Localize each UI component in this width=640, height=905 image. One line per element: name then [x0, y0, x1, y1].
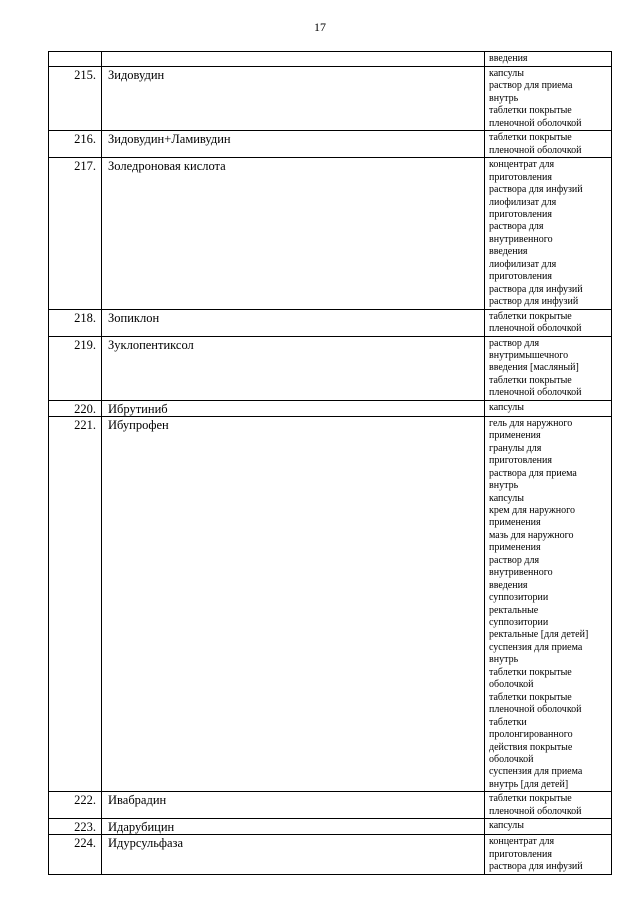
drug-name: Зопиклон — [102, 309, 485, 336]
table-row — [49, 131, 612, 158]
dosage-form-line: мазь для наружного — [489, 529, 574, 541]
dosage-forms — [485, 52, 612, 67]
dosage-form-line: введения — [489, 579, 528, 591]
dosage-form-line: таблетки покрытые — [489, 374, 572, 386]
dosage-form-line: внутрь — [489, 480, 519, 492]
dosage-form-line: раствора для приема — [489, 467, 577, 479]
dosage-form-line: раствора для — [489, 221, 544, 233]
row-number: 222. — [49, 792, 102, 819]
dosage-forms — [485, 336, 612, 400]
dosage-form-line: таблетки покрытые — [489, 793, 572, 805]
dosage-forms — [485, 792, 612, 819]
dosage-form-line: раствора для инфузий — [489, 184, 583, 196]
drug-name — [102, 52, 485, 67]
dosage-form-line: применения — [489, 430, 541, 442]
dosage-form-line: внутривенного — [489, 567, 553, 579]
dosage-form-line: таблетки покрытые — [489, 105, 572, 117]
dosage-forms — [485, 400, 612, 416]
dosage-form-line: капсулы — [489, 401, 524, 413]
dosage-form-line: раствор для инфузий — [489, 296, 579, 308]
dosage-form-line: пленочной оболочкой — [489, 387, 582, 399]
drug-name: Зидовудин — [102, 67, 485, 131]
dosage-form-line: лиофилизат для — [489, 258, 557, 270]
dosage-form-line: гель для наружного — [489, 417, 573, 429]
dosage-form-line: действия покрытые — [489, 741, 573, 753]
row-number: 224. — [49, 835, 102, 874]
dosage-form-line: пленочной оболочкой — [489, 144, 582, 156]
dosage-form-line: таблетки покрытые — [489, 310, 572, 322]
dosage-form-line: суспензия для приема — [489, 766, 583, 778]
row-number — [49, 52, 102, 67]
table-row — [49, 400, 612, 416]
dosage-form-line: крем для наружного — [489, 504, 575, 516]
dosage-form-line: концентрат для — [489, 159, 555, 171]
dosage-form-line: приготовления — [489, 455, 552, 467]
dosage-form-line: пролонгированного — [489, 729, 573, 741]
dosage-form-line: капсулы — [489, 68, 524, 79]
row-number: 218. — [49, 309, 102, 336]
dosage-form-line: введения [масляный] — [489, 362, 579, 374]
dosage-form-line: пленочной оболочкой — [489, 805, 582, 817]
dosage-form-line: внутримышечного — [489, 349, 569, 361]
dosage-form-line: приготовления — [489, 848, 552, 860]
table-row — [49, 819, 612, 835]
dosage-form-line: суспензия для приема — [489, 641, 583, 653]
dosage-form-line: пленочной оболочкой — [489, 117, 582, 129]
row-number: 221. — [49, 416, 102, 792]
dosage-form-line: ректальные — [489, 604, 539, 616]
dosage-form-line: таблетки покрытые — [489, 132, 572, 144]
dosage-forms — [485, 416, 612, 792]
table-row — [49, 416, 612, 792]
drug-name: Идурсульфаза — [102, 835, 485, 874]
dosage-form-line: приготовления — [489, 271, 552, 283]
dosage-forms — [485, 819, 612, 835]
dosage-form-line: раствор для — [489, 554, 540, 566]
page-number: 17 — [314, 20, 326, 34]
drug-table — [48, 51, 612, 875]
dosage-form-line: таблетки покрытые — [489, 691, 572, 703]
continuation-row — [49, 52, 612, 67]
dosage-form-line: внутривенного — [489, 233, 553, 245]
table-row — [49, 835, 612, 874]
drug-name: Золедроновая кислота — [102, 158, 485, 309]
dosage-form-line: приготовления — [489, 171, 552, 183]
dosage-form-line: раствора для инфузий — [489, 861, 583, 873]
dosage-form-line: раствор для приема — [489, 80, 573, 92]
dosage-forms — [485, 158, 612, 309]
row-number: 216. — [49, 131, 102, 158]
dosage-form-line: внутрь [для детей] — [489, 778, 569, 790]
dosage-form-line: концентрат для — [489, 836, 555, 848]
dosage-form-line: ректальные [для детей] — [489, 629, 589, 641]
dosage-form-line: применения — [489, 517, 541, 529]
dosage-form-line: капсулы — [489, 492, 524, 504]
dosage-form-line: пленочной оболочкой — [489, 323, 582, 335]
table-row — [49, 158, 612, 309]
dosage-form-line: гранулы для — [489, 442, 542, 454]
row-number: 217. — [49, 158, 102, 309]
dosage-form-line: оболочкой — [489, 679, 534, 691]
dosage-form-line: раствора для инфузий — [489, 283, 583, 295]
drug-name: Ибрутиниб — [102, 400, 485, 416]
dosage-form-line: раствор для — [489, 337, 540, 349]
dosage-form-line: оболочкой — [489, 754, 534, 766]
drug-name: Ибупрофен — [102, 416, 485, 792]
dosage-form-line: пленочной оболочкой — [489, 704, 582, 716]
drug-name: Ивабрадин — [102, 792, 485, 819]
dosage-form-line: приготовления — [489, 208, 552, 220]
row-number: 215. — [49, 67, 102, 131]
table-row — [49, 309, 612, 336]
dosage-forms — [485, 131, 612, 158]
dosage-form-line: внутрь — [489, 654, 519, 666]
dosage-form-line: введения — [489, 53, 528, 64]
drug-name: Зидовудин+Ламивудин — [102, 131, 485, 158]
table-row — [49, 67, 612, 131]
dosage-form-line: введения — [489, 246, 528, 258]
dosage-form-line: суппозитории — [489, 617, 549, 629]
dosage-form-line: лиофилизат для — [489, 196, 557, 208]
table-row — [49, 336, 612, 400]
dosage-form-line: внутрь — [489, 92, 519, 104]
drug-name: Зуклопентиксол — [102, 336, 485, 400]
dosage-form-line: таблетки — [489, 716, 527, 728]
dosage-forms — [485, 309, 612, 336]
row-number: 220. — [49, 400, 102, 416]
dosage-form-line: таблетки покрытые — [489, 666, 572, 678]
dosage-form-line: суппозитории — [489, 592, 549, 604]
dosage-form-line: применения — [489, 542, 541, 554]
dosage-forms — [485, 835, 612, 874]
drug-name: Идарубицин — [102, 819, 485, 835]
dosage-form-line: капсулы — [489, 820, 524, 832]
row-number: 223. — [49, 819, 102, 835]
row-number: 219. — [49, 336, 102, 400]
table-body — [49, 52, 612, 875]
table-row — [49, 792, 612, 819]
dosage-forms — [485, 67, 612, 131]
